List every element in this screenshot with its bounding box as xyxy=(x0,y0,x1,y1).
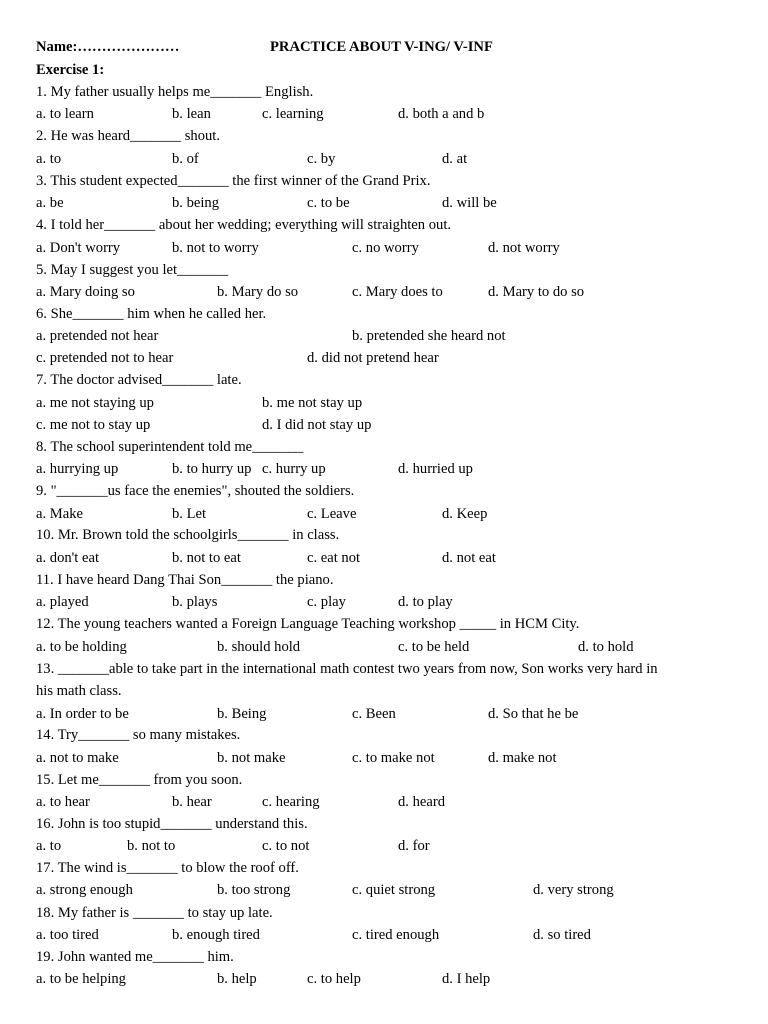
option-b: b. of xyxy=(172,151,199,167)
option-d: d. to play xyxy=(398,594,453,610)
option-d: d. will be xyxy=(442,195,497,211)
options-row xyxy=(36,327,756,345)
option-c: c. learning xyxy=(262,106,324,122)
option-d: d. did not pretend hear xyxy=(307,350,439,366)
option-a: a. Don't worry xyxy=(36,240,121,256)
option-a: a. to learn xyxy=(36,106,94,122)
option-d: d. hurried up xyxy=(398,461,473,477)
option-a: a. don't eat xyxy=(36,550,100,566)
option-a: a. to xyxy=(36,838,62,854)
option-b: b. to hurry up xyxy=(172,461,252,477)
option-b: b. plays xyxy=(172,594,218,610)
options-row xyxy=(36,881,756,899)
option-d: d. I did not stay up xyxy=(262,417,372,433)
option-a: a. played xyxy=(36,594,89,610)
question-2: 2. He was heard_______ shout. xyxy=(36,128,221,144)
option-c: c. by xyxy=(307,151,336,167)
options-row xyxy=(36,460,756,478)
option-b: b. Mary do so xyxy=(217,284,299,300)
options-row xyxy=(36,549,756,567)
question-18: 18. My father is _______ to stay up late. xyxy=(36,905,273,921)
option-a: a. Make xyxy=(36,506,84,522)
option-c: c. Mary does to xyxy=(352,284,443,300)
question-13: 13. _______able to take part in the international math contest two years from now, Son works very hard in xyxy=(36,661,658,677)
option-a: a. In order to be xyxy=(36,706,129,722)
option-a: a. to be helping xyxy=(36,971,126,987)
question-8: 8. The school superintendent told me_______ xyxy=(36,439,304,455)
option-d: d. I help xyxy=(442,971,491,987)
option-d: d. Keep xyxy=(442,506,488,522)
option-a: a. not to make xyxy=(36,750,119,766)
exercise-heading: Exercise 1: xyxy=(36,62,105,78)
options-row xyxy=(36,837,756,855)
option-a: a. to be holding xyxy=(36,639,127,655)
option-c: c. to not xyxy=(262,838,310,854)
options-row xyxy=(36,926,756,944)
option-c: c. to help xyxy=(307,971,361,987)
option-d: d. not worry xyxy=(488,240,560,256)
options-row xyxy=(36,150,756,168)
option-b: b. not to eat xyxy=(172,550,241,566)
options-row xyxy=(36,705,756,723)
option-d: d. at xyxy=(442,151,468,167)
option-c: c. no worry xyxy=(352,240,419,256)
question-7: 7. The doctor advised_______ late. xyxy=(36,372,242,388)
option-c: c. tired enough xyxy=(352,927,440,943)
option-b: b. hear xyxy=(172,794,212,810)
option-d: d. Mary to do so xyxy=(488,284,585,300)
option-c: c. hurry up xyxy=(262,461,326,477)
option-c: c. pretended not to hear xyxy=(36,350,174,366)
option-a: a. Mary doing so xyxy=(36,284,135,300)
question-4: 4. I told her_______ about her wedding; everything will straighten out. xyxy=(36,217,452,233)
option-c: c. to make not xyxy=(352,750,435,766)
options-row xyxy=(36,105,756,123)
option-b: b. not make xyxy=(217,750,286,766)
option-a: a. to hear xyxy=(36,794,90,810)
option-d: d. not eat xyxy=(442,550,496,566)
option-b: b. too strong xyxy=(217,882,291,898)
question-11: 11. I have heard Dang Thai Son_______ the piano. xyxy=(36,572,334,588)
question-12: 12. The young teachers wanted a Foreign Language Teaching workshop _____ in HCM City. xyxy=(36,616,580,632)
options-row xyxy=(36,239,756,257)
question-15: 15. Let me_______ from you soon. xyxy=(36,772,243,788)
option-b: b. lean xyxy=(172,106,211,122)
option-c: c. hearing xyxy=(262,794,320,810)
options-row xyxy=(36,638,756,656)
option-b: b. being xyxy=(172,195,220,211)
option-c: c. quiet strong xyxy=(352,882,436,898)
question-3: 3. This student expected_______ the first winner of the Grand Prix. xyxy=(36,173,431,189)
option-a: a. strong enough xyxy=(36,882,133,898)
question-10: 10. Mr. Brown told the schoolgirls_______ in class. xyxy=(36,527,340,543)
question-19: 19. John wanted me_______ him. xyxy=(36,949,234,965)
option-b: b. Being xyxy=(217,706,267,722)
option-a: a. be xyxy=(36,195,64,211)
option-d: d. for xyxy=(398,838,430,854)
option-b: b. help xyxy=(217,971,257,987)
options-row xyxy=(36,394,756,412)
options-row xyxy=(36,283,756,301)
options-row xyxy=(36,593,756,611)
option-a: a. hurrying up xyxy=(36,461,119,477)
page-title: PRACTICE ABOUT V-ING/ V-INF xyxy=(270,39,493,55)
option-b: b. pretended she heard not xyxy=(352,328,506,344)
options-row xyxy=(36,505,756,523)
option-b: b. not to xyxy=(127,838,176,854)
option-d: d. to hold xyxy=(578,639,634,655)
name-label: Name:………………… xyxy=(36,39,180,55)
option-d: d. heard xyxy=(398,794,446,810)
option-c: c. play xyxy=(307,594,346,610)
option-d: d. So that he be xyxy=(488,706,579,722)
options-row xyxy=(36,970,756,988)
option-d: d. so tired xyxy=(533,927,591,943)
question-6: 6. She_______ him when he called her. xyxy=(36,306,267,322)
options-row xyxy=(36,194,756,212)
option-a: a. me not staying up xyxy=(36,395,154,411)
option-b: b. not to worry xyxy=(172,240,259,256)
options-row xyxy=(36,749,756,767)
option-a: a. to xyxy=(36,151,62,167)
options-row xyxy=(36,416,756,434)
option-d: d. make not xyxy=(488,750,557,766)
option-a: a. pretended not hear xyxy=(36,328,159,344)
question-9: 9. "_______us face the enemies", shouted the soldiers. xyxy=(36,483,355,499)
question-17: 17. The wind is_______ to blow the roof off. xyxy=(36,860,299,876)
option-b: b. enough tired xyxy=(172,927,260,943)
question-1: 1. My father usually helps me_______ English. xyxy=(36,84,314,100)
option-a: a. too tired xyxy=(36,927,99,943)
option-d: d. both a and b xyxy=(398,106,485,122)
option-c: c. Been xyxy=(352,706,396,722)
option-b: b. Let xyxy=(172,506,207,522)
options-row xyxy=(36,793,756,811)
option-c: c. Leave xyxy=(307,506,357,522)
options-row xyxy=(36,349,756,367)
option-b: b. should hold xyxy=(217,639,301,655)
question-13-continued: his math class. xyxy=(36,683,122,699)
option-c: c. me not to stay up xyxy=(36,417,151,433)
question-14: 14. Try_______ so many mistakes. xyxy=(36,727,241,743)
question-16: 16. John is too stupid_______ understand this. xyxy=(36,816,308,832)
option-c: c. eat not xyxy=(307,550,361,566)
option-c: c. to be held xyxy=(398,639,470,655)
question-5: 5. May I suggest you let_______ xyxy=(36,262,229,278)
option-c: c. to be xyxy=(307,195,350,211)
option-b: b. me not stay up xyxy=(262,395,363,411)
option-d: d. very strong xyxy=(533,882,614,898)
